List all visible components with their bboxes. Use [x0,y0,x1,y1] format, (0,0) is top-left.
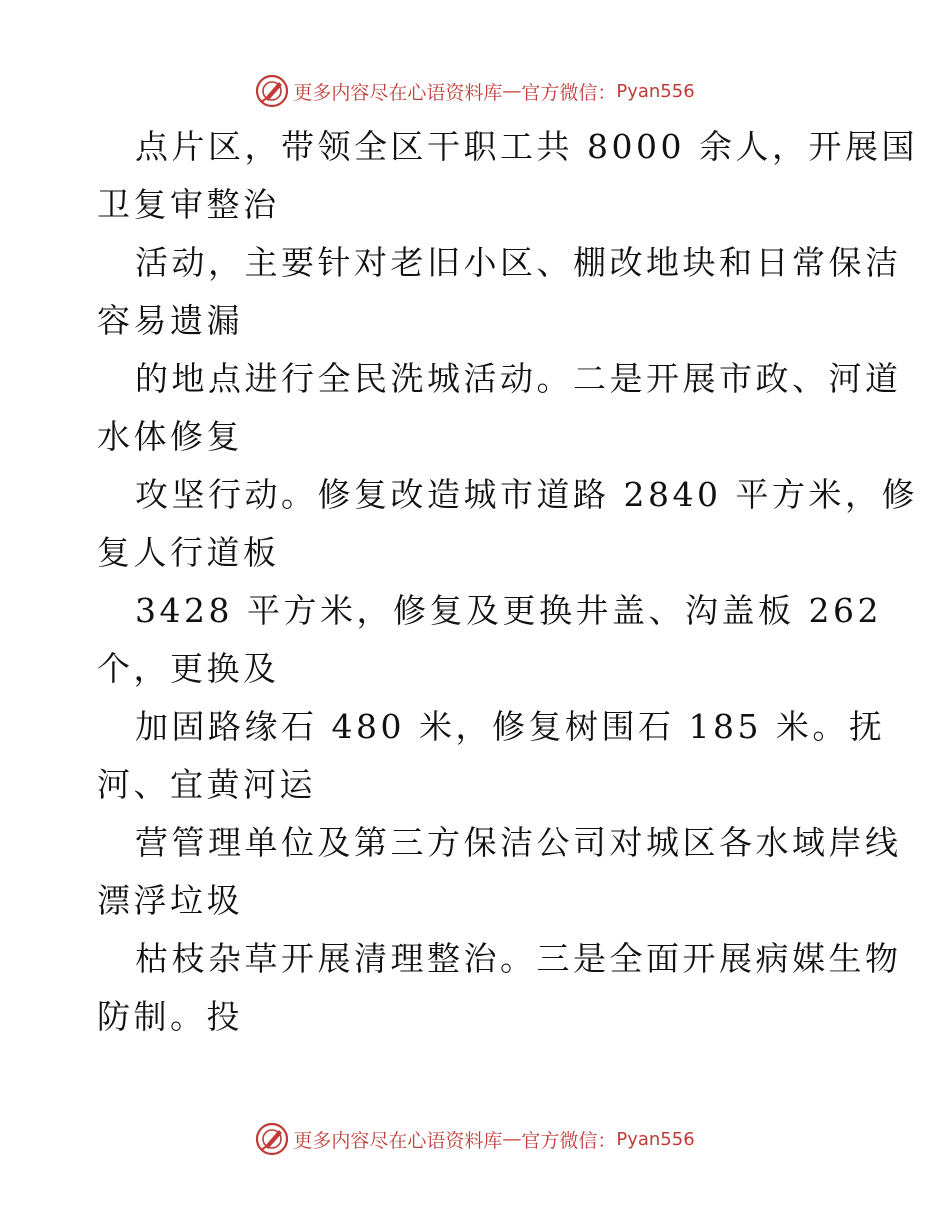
logo-icon [255,74,289,108]
header-banner [0,71,950,111]
body-line: 容易遗漏 [97,301,243,340]
footer-wechat-id: Pyan556 [616,1128,695,1150]
body-line: 卫复审整治 [97,185,280,224]
body-line: 复人行道板 [97,533,280,572]
footer-banner-text: 更多内容尽在心语资料库 [293,1129,503,1152]
body-line: 个，更换及 [97,649,280,688]
body-line: 枯枝杂草开展清理整治。三是全面开展病媒生物 [135,939,902,978]
header-banner-text: 更多内容尽在心语资料库 [293,81,503,104]
body-line: 营管理单位及第三方保洁公司对城区各水域岸线 [135,823,902,862]
header-wechat-id: Pyan556 [616,80,695,102]
document-body [97,118,918,1046]
body-line: 水体修复 [97,417,243,456]
body-line: 攻坚行动。修复改造城市道路 2840 平方米，修 [135,475,918,514]
body-line: 河、宜黄河运 [97,765,316,804]
footer-banner-dash: — [502,1128,522,1150]
footer-banner [0,1119,950,1159]
header-wechat-label: 官方微信： [521,81,617,104]
body-line: 点片区，带领全区干职工共 8000 余人，开展国 [135,127,918,166]
footer-wechat-label: 官方微信： [521,1129,617,1152]
header-banner-dash: — [502,80,522,102]
body-line: 3428 平方米，修复及更换井盖、沟盖板 262 [135,591,882,630]
body-line: 加固路缘石 480 米，修复树围石 185 米。抚 [135,707,886,746]
body-line: 漂浮垃圾 [97,881,243,920]
logo-icon [255,1122,289,1156]
body-line: 防制。投 [97,997,243,1036]
body-line: 的地点进行全民洗城活动。二是开展市政、河道 [135,359,902,398]
body-line: 活动，主要针对老旧小区、棚改地块和日常保洁 [135,243,902,282]
